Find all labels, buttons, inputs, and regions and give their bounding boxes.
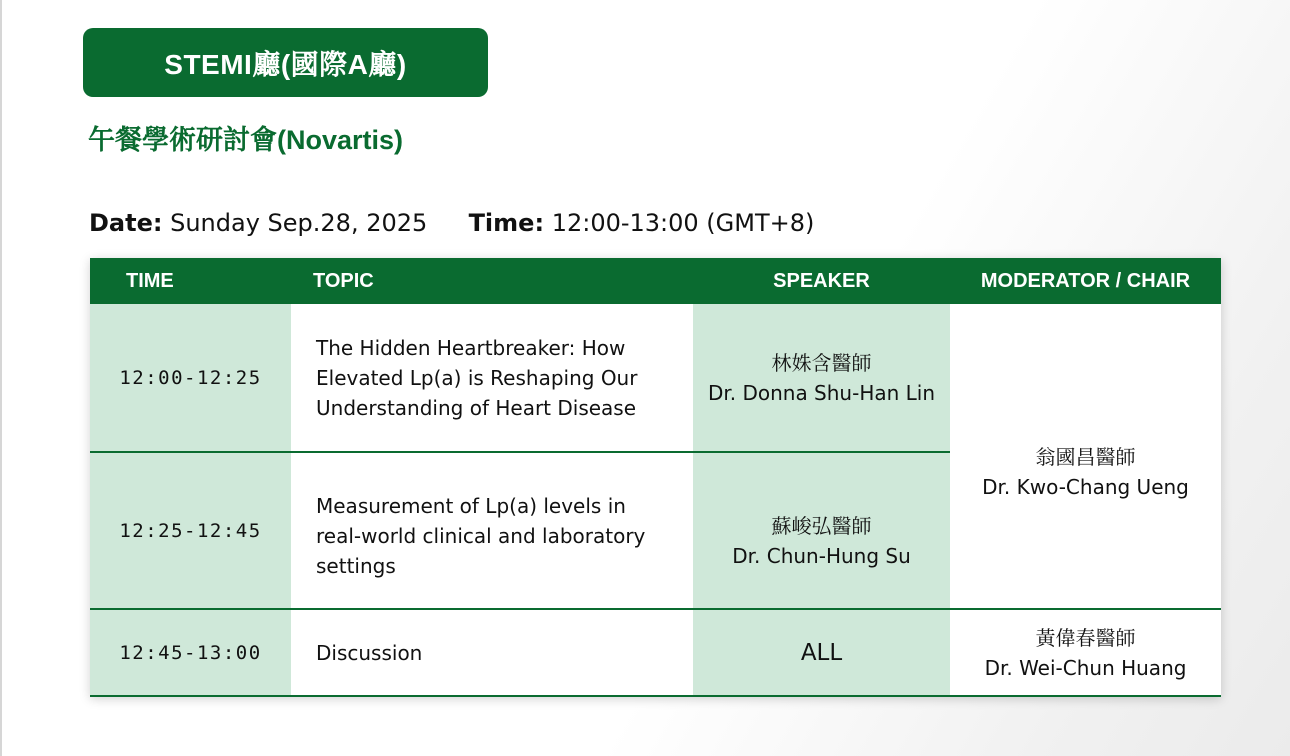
header-time: TIME [126,270,174,292]
row-2-time [90,452,291,609]
moderator-group [950,304,1221,609]
row-3-time [90,609,291,696]
date-value: Sunday Sep.28, 2025 [170,209,428,237]
schedule-table [90,258,1221,697]
row-1-speaker-zh: 林姝含醫師 [771,351,872,375]
date-time-line [89,209,814,237]
row-3-speaker [693,609,950,696]
row-3-topic-text: Discussion [316,640,423,665]
row-2-topic-text: Measurement of Lp(a) levels in real-world clinical and laboratory settings [316,493,646,578]
row-3-topic [291,609,693,696]
hall-badge [83,28,488,97]
time-label: Time: [468,209,545,237]
row-divider-1 [90,451,950,453]
row-2-topic [291,452,693,609]
row-1-speaker [693,304,950,452]
row-3-moderator [950,609,1221,696]
header-moderator: MODERATOR / CHAIR [980,270,1191,292]
header-topic: TOPIC [313,270,374,292]
hall-title: STEMI廳(國際A廳) [164,48,407,80]
row-2-speaker [693,452,950,609]
row-1-time-text: 12:00-12:25 [119,367,262,389]
time-value: 12:00-13:00 (GMT+8) [551,209,815,237]
row-2-time-text: 12:25-12:45 [119,519,262,542]
row-1-topic [291,304,693,452]
moderator-group-en: Dr. Kwo-Chang Ueng [982,474,1189,499]
date-label: Date: [89,209,163,237]
row-3-moderator-en: Dr. Wei-Chun Huang [984,655,1187,680]
row-divider-2 [90,608,1221,610]
header-speaker: SPEAKER [773,270,870,292]
table-header [90,258,1221,304]
row-1-speaker-en: Dr. Donna Shu-Han Lin [707,381,936,405]
row-3-speaker-text: ALL [800,639,843,666]
row-3-time-text: 12:45-13:00 [119,641,262,664]
row-1-topic-text: The Hidden Heartbreaker: How Elevated Lp(a) is Reshaping Our Understanding of Heart Disease [316,336,638,420]
session-title: 午餐學術研討會(Novartis) [88,125,404,155]
moderator-group-zh: 翁國昌醫師 [1035,444,1136,469]
row-1-time [90,304,291,452]
row-2-speaker-en: Dr. Chun-Hung Su [732,543,911,568]
row-3-moderator-zh: 黃偉春醫師 [1035,625,1136,650]
row-2-speaker-zh: 蘇峻弘醫師 [771,513,872,538]
page-edge [0,0,2,756]
table-bottom-rule [90,695,1221,697]
